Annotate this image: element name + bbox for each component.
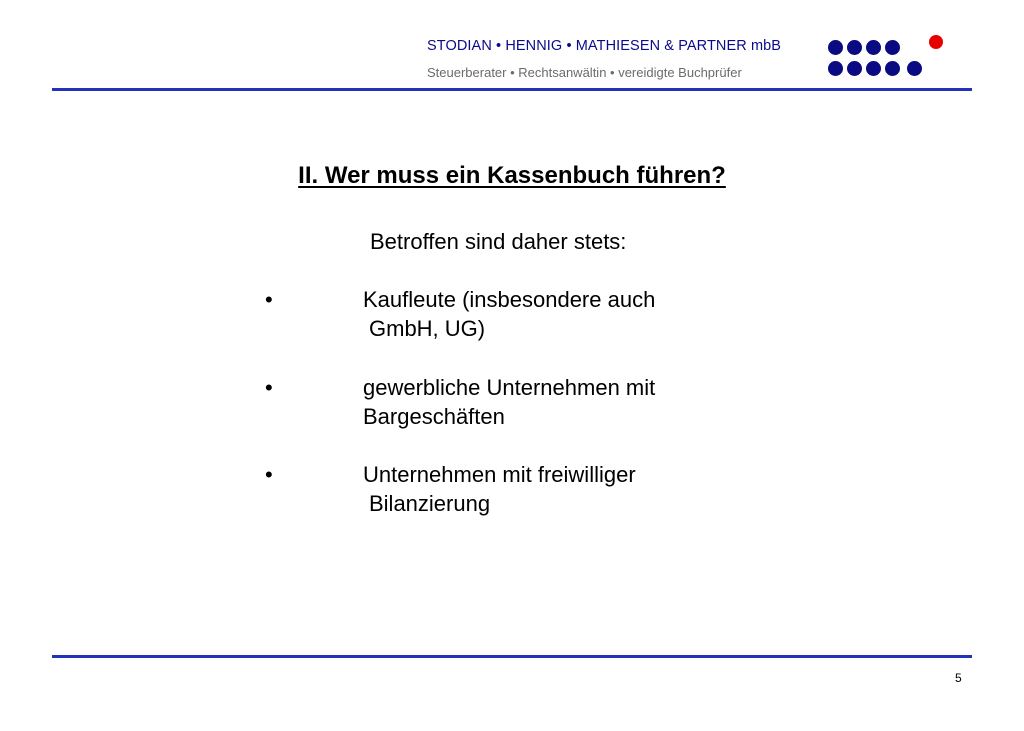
bullet-marker: • <box>265 375 273 400</box>
logo-dot <box>847 40 862 55</box>
logo-dot <box>828 61 843 76</box>
logo-dot <box>885 40 900 55</box>
bullet-text-line: Kaufleute (insbesondere auch <box>363 287 656 312</box>
header-firm-name: STODIAN • HENNIG • MATHIESEN & PARTNER mbB <box>427 38 782 54</box>
logo-dot-red <box>929 35 943 49</box>
logo-dot <box>907 61 922 76</box>
bullet-marker: • <box>265 462 273 487</box>
slide-title-text: II. Wer muss ein Kassenbuch führen? <box>298 162 726 189</box>
bullet-marker: • <box>265 287 273 312</box>
bullet-text-line: Bargeschäften <box>363 404 505 429</box>
logo-dot <box>828 40 843 55</box>
footer-divider <box>52 655 972 658</box>
lead-text: Betroffen sind daher stets: <box>370 229 627 254</box>
header-subtitle: Steuerberater • Rechtsanwältin • vereidigte Buchprüfer <box>427 65 742 80</box>
logo-dot <box>847 61 862 76</box>
bullet-text-line: Bilanzierung <box>369 491 491 516</box>
bullet-text-line: GmbH, UG) <box>369 316 486 341</box>
logo-dot <box>885 61 900 76</box>
header-divider <box>52 88 972 91</box>
page-number: 5 <box>955 671 962 685</box>
bullet-text-line: Unternehmen mit freiwilliger <box>363 462 636 487</box>
logo-dot <box>866 61 881 76</box>
slide-title <box>0 162 1024 190</box>
logo-dot <box>866 40 881 55</box>
firm-logo-dots <box>826 34 951 80</box>
bullet-text-line: gewerbliche Unternehmen mit <box>363 375 656 400</box>
